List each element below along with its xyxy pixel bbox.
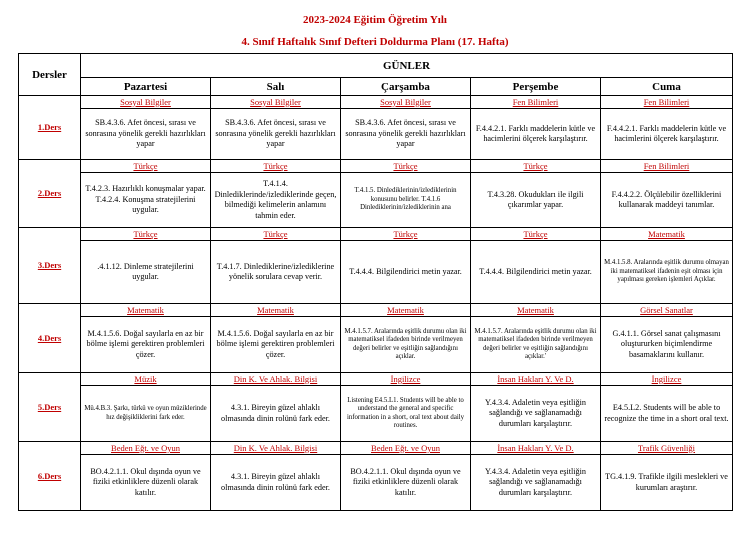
outcome-text: Y.4.3.4. Adaletin veya eşitliğin sağlandığı ve sağlanamadığı durumları karşılaştırır.	[484, 397, 587, 428]
subject-cell: İngilizce	[601, 373, 733, 386]
outcome-text: E4.5.L2. Students will be able to recognize the time in a short oral text.	[604, 403, 729, 423]
outcome-text: M.4.1.5.6. Doğal sayılarla en az bir bölme işlemi gerektiren problemleri çözer.	[216, 328, 335, 359]
outcome-text: F.4.4.2.1. Farklı maddelerin kütle ve hacimlerini ölçerek karşılaştırır.	[606, 123, 727, 143]
subject-cell: Matematik	[341, 304, 471, 317]
outcome-cell	[211, 109, 341, 160]
outcome-text: 4.3.1. Bireyin güzel ahlaklı olmasında dinin rolünü fark eder.	[221, 472, 330, 492]
outcome-text: SB.4.3.6. Afet öncesi, sırası ve sonrasına yönelik gerekli hazırlıkları yapar	[215, 118, 336, 149]
outcome-text: F.4.4.2.1. Farklı maddelerin kütle ve hacimlerini ölçerek karşılaştırır.	[475, 123, 596, 143]
subject-cell: Türkçe	[211, 228, 341, 241]
day-header: Çarşamba	[341, 78, 471, 96]
dersler-header: Dersler	[19, 54, 81, 96]
subject-cell: Matematik	[211, 304, 341, 317]
subject-cell: Beden Eğt. ve Oyun	[341, 442, 471, 455]
outcome-cell	[471, 241, 601, 304]
outcome-text: T.4.3.28. Okudukları ile ilgili çıkarımlar yapar.	[487, 189, 584, 209]
outcome-text: T.4.4.4. Bilgilendirici metin yazar.	[349, 266, 462, 276]
day-header: Pazartesi	[81, 78, 211, 96]
outcome-text: T.4.1.5. Dinlediklerinin/izlediklerinin konusunu belirler. T.4.1.6 Dinlediklerinin/izlediklerinin ana	[354, 187, 457, 212]
document-subtitle: 4. Sınıf Haftalık Sınıf Defteri Doldurma Planı (17. Hafta)	[241, 36, 509, 48]
outcome-cell	[81, 109, 211, 160]
outcome-cell	[211, 173, 341, 228]
outcome-text: TG.4.1.9. Trafikle ilgili meslekleri ve kurumları araştırır.	[605, 472, 728, 492]
subject-cell: Görsel Sanatlar	[601, 304, 733, 317]
outcome-cell	[471, 455, 601, 511]
outcome-cell	[81, 455, 211, 511]
subject-cell: Fen Bilimleri	[601, 96, 733, 109]
subject-cell: Sosyal Bilgiler	[81, 96, 211, 109]
outcome-cell	[211, 241, 341, 304]
subject-cell: Matematik	[601, 228, 733, 241]
subject-cell: İngilizce	[341, 373, 471, 386]
outcome-cell	[601, 173, 733, 228]
outcome-text: M.4.1.5.6. Doğal sayılarla en az bir bölme işlemi gerektiren problemleri çözer.	[86, 328, 205, 359]
outcome-cell	[81, 386, 211, 442]
outcome-text: Mü.4.B.3. Şarkı, türkü ve oyun müziklerinde hız değişikliklerini fark eder.	[84, 405, 207, 421]
subject-cell: Sosyal Bilgiler	[211, 96, 341, 109]
lesson-label: 2.Ders	[19, 160, 81, 228]
day-header: Salı	[211, 78, 341, 96]
outcome-text: SB.4.3.6. Afet öncesi, sırası ve sonrasına yönelik gerekli hazırlıkları yapar	[345, 118, 466, 149]
outcome-cell	[341, 241, 471, 304]
day-header: Perşembe	[471, 78, 601, 96]
subject-cell: Türkçe	[471, 228, 601, 241]
subject-cell: Beden Eğt. ve Oyun	[81, 442, 211, 455]
subject-cell: Türkçe	[341, 160, 471, 173]
weekly-plan-table	[18, 53, 733, 511]
lesson-label: 4.Ders	[19, 304, 81, 373]
subject-cell: Trafik Güvenliği	[601, 442, 733, 455]
outcome-cell	[341, 109, 471, 160]
outcome-cell	[341, 173, 471, 228]
outcome-cell	[341, 317, 471, 373]
outcome-cell	[341, 455, 471, 511]
subject-cell: Müzik	[81, 373, 211, 386]
lesson-label: 3.Ders	[19, 228, 81, 304]
outcome-cell	[471, 173, 601, 228]
gunler-header: GÜNLER	[81, 54, 733, 78]
outcome-text: M.4.1.5.7. Aralarında eşitlik durumu olan iki matematiksel ifadeden birinde verilmeyen değeri belirler ve eşitliğin sağlandığını açıklar.'	[474, 327, 597, 360]
outcome-cell	[81, 317, 211, 373]
subject-cell: Sosyal Bilgiler	[341, 96, 471, 109]
outcome-text: M.4.1.5.8. Aralarında eşitlik durumu olmayan iki matematiksel ifadenin eşit olması için yapılması gereken işlemleri Açıklar.	[604, 259, 729, 284]
outcome-text: SB.4.3.6. Afet öncesi, sırası ve sonrasına yönelik gerekli hazırlıkları yapar	[85, 118, 206, 149]
subject-cell: Matematik	[471, 304, 601, 317]
outcome-cell	[601, 386, 733, 442]
subject-cell: Türkçe	[341, 228, 471, 241]
outcome-cell	[601, 317, 733, 373]
subject-cell: İnsan Hakları Y. Ve D.	[471, 442, 601, 455]
outcome-text: T.4.2.3. Hazırlıklı konuşmalar yapar. T.4.2.4. Konuşma stratejilerini uygular.	[85, 184, 206, 215]
subject-cell: Türkçe	[81, 228, 211, 241]
subject-cell: Din K. Ve Ahlak. Bilgisi	[211, 442, 341, 455]
outcome-cell	[601, 455, 733, 511]
subject-cell: Türkçe	[471, 160, 601, 173]
outcome-text: M.4.1.5.7. Aralarında eşitlik durumu olan iki matematiksel ifadeden birinde verilmeyen değeri belirler ve eşitliğin sağlandığını açıklar.	[344, 327, 467, 360]
outcome-text: .4.1.12. Dinleme stratejilerini uygular.	[97, 261, 194, 281]
outcome-text: G.4.1.1. Görsel sanat çalışmasını oluştururken biçimlendirme basamaklarını kullanır.	[612, 328, 721, 359]
outcome-cell	[601, 109, 733, 160]
subject-cell: Din K. Ve Ahlak. Bilgisi	[211, 373, 341, 386]
outcome-cell	[471, 109, 601, 160]
table-body	[19, 96, 733, 511]
day-header: Cuma	[601, 78, 733, 96]
subject-cell: İnsan Hakları Y. Ve D.	[471, 373, 601, 386]
outcome-cell	[81, 173, 211, 228]
outcome-text: 4.3.1. Bireyin güzel ahlaklı olmasında dinin rolünü fark eder.	[221, 403, 330, 423]
outcome-cell	[601, 241, 733, 304]
outcome-cell	[471, 317, 601, 373]
subject-cell: Fen Bilimleri	[601, 160, 733, 173]
outcome-text: T.4.1.4. Dinlediklerinde/izlediklerinde geçen, bilmediği kelimelerin anlamını tahmin eder.	[214, 179, 337, 220]
outcome-text: BO.4.2.1.1. Okul dışında oyun ve fiziki etkinliklere düzenli olarak katılır.	[350, 466, 461, 497]
outcome-text: F.4.4.2.2. Ölçülebilir özelliklerini kullanarak maddeyi tanımlar.	[611, 189, 722, 209]
outcome-text: T.4.1.7. Dinlediklerine/izlediklerine yönelik sorulara cevap verir.	[216, 261, 335, 281]
outcome-cell	[211, 317, 341, 373]
subject-cell: Türkçe	[81, 160, 211, 173]
outcome-text: Y.4.3.4. Adaletin veya eşitliğin sağlandığı ve sağlanamadığı durumları karşılaştırır.	[484, 466, 587, 497]
outcome-cell	[341, 386, 471, 442]
outcome-text: BO.4.2.1.1. Okul dışında oyun ve fiziki etkinliklere düzenli olarak katılır.	[90, 466, 201, 497]
subject-cell: Fen Bilimleri	[471, 96, 601, 109]
outcome-cell	[81, 241, 211, 304]
subject-cell: Türkçe	[211, 160, 341, 173]
outcome-text: T.4.4.4. Bilgilendirici metin yazar.	[479, 266, 592, 276]
outcome-cell	[211, 455, 341, 511]
outcome-cell	[211, 386, 341, 442]
lesson-label: 1.Ders	[19, 96, 81, 160]
lesson-label: 5.Ders	[19, 373, 81, 442]
outcome-cell	[471, 386, 601, 442]
document-title: 2023-2024 Eğitim Öğretim Yılı	[303, 14, 447, 26]
lesson-label: 6.Ders	[19, 442, 81, 511]
subject-cell: Matematik	[81, 304, 211, 317]
outcome-text: Listening E4.5.L1. Students will be able to understand the general and specific information in a short, oral text about daily routines.	[346, 396, 465, 429]
